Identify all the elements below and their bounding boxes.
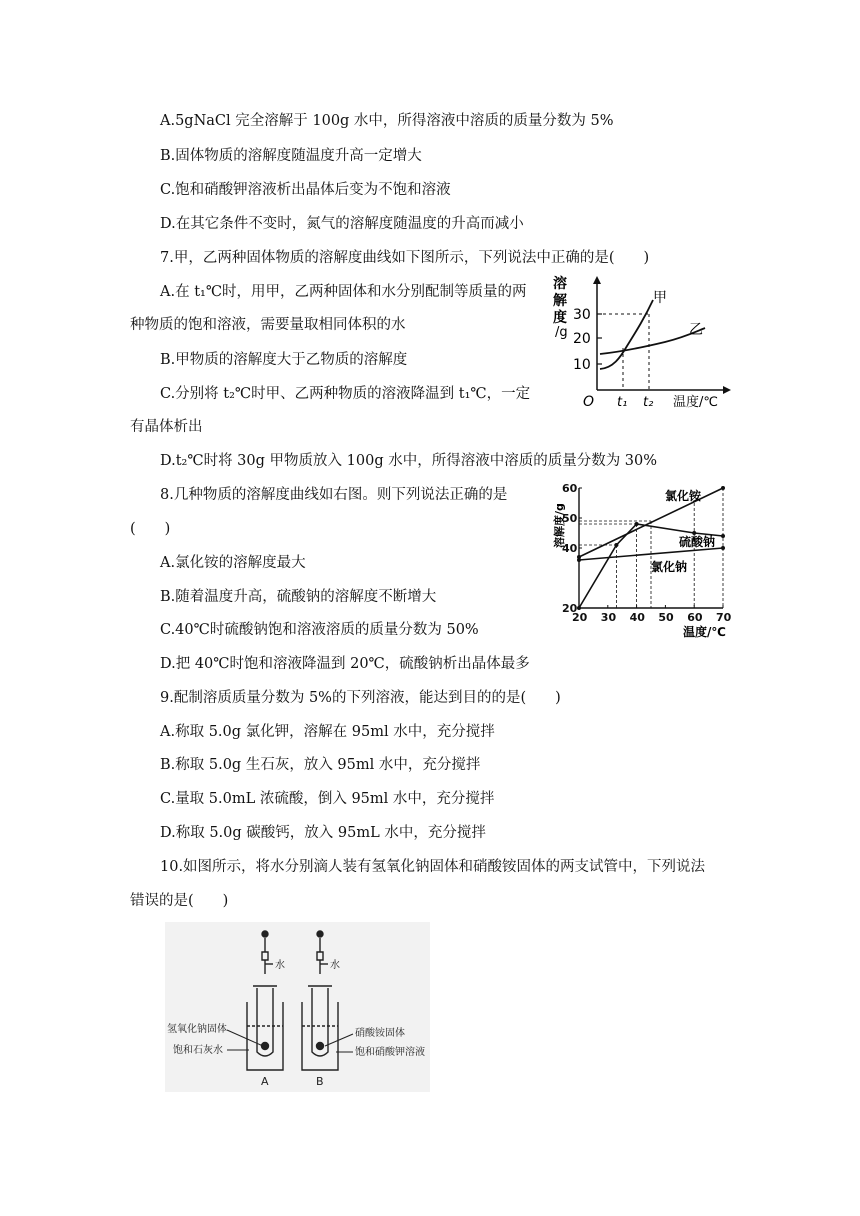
xlabel: 温度/℃ bbox=[673, 395, 718, 410]
x-axis-arrow bbox=[723, 386, 731, 394]
q7-option-c-line2: 有晶体析出 bbox=[130, 419, 203, 435]
q8-option-c: C.40℃时硫酸钠饱和溶液溶质的质量分数为 50% bbox=[160, 622, 479, 638]
y-tick-10: 10 bbox=[573, 357, 591, 373]
ylabel-char2: 解 bbox=[553, 293, 567, 309]
solubility-chart-salts bbox=[545, 478, 740, 640]
q8-option-d: D.把 40℃时饱和溶液降温到 20℃，硫酸钠析出晶体最多 bbox=[160, 656, 530, 672]
x-tick-t1: t₁ bbox=[617, 395, 628, 410]
q7-option-a-line2: 种物质的饱和溶液，需要量取相同体积的水 bbox=[130, 317, 406, 333]
test-tube-apparatus-figure bbox=[165, 922, 430, 1092]
x-tick-t2: t₂ bbox=[643, 395, 654, 410]
label-nh4no3-solid: 硝酸铵固体 bbox=[355, 1028, 405, 1039]
q7-option-c-line1: C.分别将 t₂℃时甲、乙两种物质的溶液降温到 t₁℃，一定 bbox=[160, 386, 531, 402]
origin-label: O bbox=[583, 394, 595, 410]
chart2-y-tick-label: 20 bbox=[562, 602, 578, 615]
chart2-y-tick-label: 40 bbox=[562, 542, 578, 555]
label-water-b: 水 bbox=[330, 960, 340, 971]
q6-option-c: C.饱和硝酸钾溶液析出晶体后变为不饱和溶液 bbox=[160, 182, 451, 198]
q9-option-c: C.量取 5.0mL 浓硫酸，倒入 95ml 水中，充分搅拌 bbox=[160, 791, 495, 807]
q10-stem-line2: 错误的是( ) bbox=[130, 893, 229, 909]
series-na2so4-point bbox=[614, 543, 618, 547]
ylabel-char3: 度 bbox=[553, 310, 567, 326]
chart2-x-tick-label: 50 bbox=[658, 611, 674, 624]
label-saturated-limewater: 饱和石灰水 bbox=[173, 1045, 223, 1056]
label-nacl: 氯化钠 bbox=[651, 560, 688, 574]
series-yi-label: 乙 bbox=[689, 322, 703, 338]
y-tick-30: 30 bbox=[573, 307, 591, 323]
y-tick-20: 20 bbox=[573, 331, 591, 347]
q8-option-a: A.氯化铵的溶解度最大 bbox=[160, 555, 306, 571]
chart2-y-tick-label: 60 bbox=[562, 482, 578, 495]
solubility-chart-jia-yi bbox=[545, 272, 735, 412]
series-jia-curve bbox=[600, 300, 653, 369]
label-na2so4: 硫酸钠 bbox=[679, 535, 716, 549]
scan-background bbox=[165, 922, 430, 1092]
q6-option-b: B.固体物质的溶解度随温度升高一定增大 bbox=[160, 148, 422, 164]
series-nacl-point bbox=[577, 558, 581, 562]
label-a: A bbox=[261, 1075, 269, 1088]
chart2-xlabel: 温度/℃ bbox=[683, 625, 726, 639]
q9-option-b: B.称取 5.0g 生石灰，放入 95ml 水中，充分搅拌 bbox=[160, 757, 481, 773]
q6-option-d: D.在其它条件不变时，氮气的溶解度随温度的升高而减小 bbox=[160, 216, 524, 232]
series-nacl-point bbox=[721, 546, 725, 550]
ylabel-unit: /g bbox=[555, 325, 568, 340]
series-na2so4-point bbox=[577, 606, 581, 610]
q10-stem-line1: 10.如图所示，将水分别滴人装有氢氧化钠固体和硝酸铵固体的两支试管中，下列说法 bbox=[160, 859, 706, 875]
label-nh4cl: 氯化铵 bbox=[665, 489, 702, 503]
q9-option-d: D.称取 5.0g 碳酸钙，放入 95mL 水中，充分搅拌 bbox=[160, 825, 486, 841]
y-axis-arrow bbox=[593, 276, 601, 284]
chart2-x-tick-label: 60 bbox=[687, 611, 703, 624]
label-water-a: 水 bbox=[275, 960, 285, 971]
q8-stem-line1: 8.几种物质的溶解度曲线如右图。则下列说法正确的是 bbox=[160, 487, 508, 503]
label-saturated-kno3: 饱和硝酸钾溶液 bbox=[355, 1047, 425, 1058]
ylabel-char1: 溶 bbox=[553, 276, 567, 292]
q7-option-a-line1: A.在 t₁℃时，用甲，乙两种固体和水分别配制等质量的两 bbox=[160, 284, 527, 300]
q9-stem: 9.配制溶质质量分数为 5%的下列溶液，能达到目的的是( ) bbox=[160, 690, 561, 706]
q8-stem-line2: ( ) bbox=[130, 521, 171, 537]
q7-option-d: D.t₂℃时将 30g 甲物质放入 100g 水中，所得溶液中溶质的质量分数为 30% bbox=[160, 453, 658, 469]
chart2-x-tick-label: 30 bbox=[600, 611, 617, 624]
q7-option-b: B.甲物质的溶解度大于乙物质的溶解度 bbox=[160, 352, 408, 368]
series-na2so4-point bbox=[635, 522, 639, 526]
chart2-x-tick-label: 70 bbox=[716, 611, 732, 624]
q9-option-a: A.称取 5.0g 氯化钾，溶解在 95ml 水中，充分搅拌 bbox=[160, 724, 495, 740]
q8-option-b: B.随着温度升高，硫酸钠的溶解度不断增大 bbox=[160, 589, 437, 605]
label-naoh-solid: 氢氧化钠固体 bbox=[167, 1024, 227, 1035]
chart2-x-tick-label: 20 bbox=[572, 611, 588, 624]
label-b: B bbox=[316, 1075, 324, 1088]
series-jia-label: 甲 bbox=[653, 290, 667, 306]
chart2-x-tick-label: 40 bbox=[629, 611, 645, 624]
series-na2so4-point bbox=[721, 534, 725, 538]
q6-option-a: A.5gNaCl 完全溶解于 100g 水中，所得溶液中溶质的质量分数为 5% bbox=[160, 113, 614, 129]
chart2-y-tick-label: 50 bbox=[562, 512, 578, 525]
series-nh4cl-point bbox=[721, 486, 725, 490]
chart2-ylabel: 溶解度/g bbox=[553, 503, 566, 548]
q7-stem: 7.甲，乙两种固体物质的溶解度曲线如下图所示，下列说法中正确的是( ) bbox=[160, 250, 650, 266]
